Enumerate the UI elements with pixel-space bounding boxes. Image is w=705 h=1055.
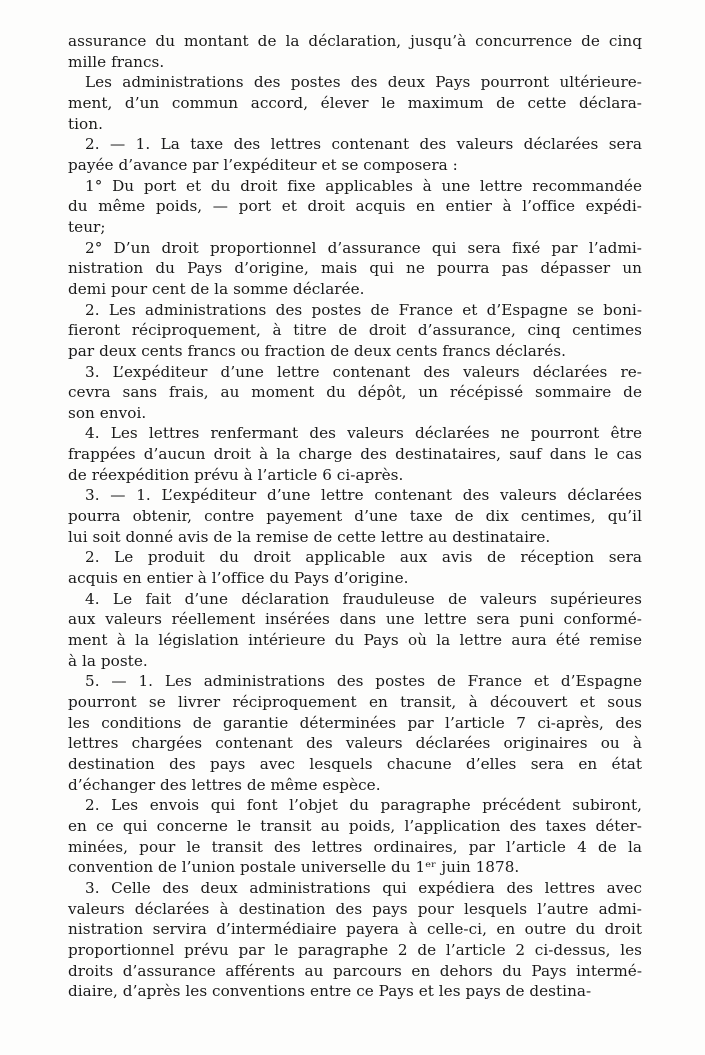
text-line: destination des pays avec lesquels chacune d’elles sera en état <box>68 754 642 773</box>
text-line: à la poste. <box>68 651 148 670</box>
text-line: nistration du Pays d’origine, mais qui ne pourra pas dépasser un <box>68 259 642 278</box>
text-line: 3. L’expéditeur d’une lettre contenant des valeurs déclarées re- <box>85 362 642 381</box>
text-line: convention de l’union postale universelle du 1ᵉʳ juin 1878. <box>68 858 520 877</box>
text-line: Les administrations des postes des deux Pays pourront ultérieure- <box>85 73 642 92</box>
page-text <box>68 31 642 1002</box>
text-line: diaire, d’après les conventions entre ce Pays et les pays de destina- <box>68 982 592 1001</box>
text-line: ment, d’un commun accord, élever le maximum de cette déclara- <box>68 93 642 112</box>
text-line: demi pour cent de la somme déclarée. <box>68 279 365 298</box>
text-line: nistration servira d’intermédiaire payera à celle-ci, en outre du droit <box>68 920 642 939</box>
text-line: 4. Les lettres renfermant des valeurs déclarées ne pourront être <box>85 424 642 443</box>
text-line: 3. Celle des deux administrations qui expédiera des lettres avec <box>85 878 642 897</box>
text-line: son envoi. <box>68 403 147 422</box>
text-line: valeurs déclarées à destination des pays pour lesquels l’autre admi- <box>68 899 642 918</box>
text-line: en ce qui concerne le transit au poids, l’application des taxes déter- <box>68 816 642 835</box>
text-line: aux valeurs réellement insérées dans une lettre sera puni conformé- <box>68 610 642 629</box>
text-line: cevra sans frais, au moment du dépôt, un récépissé sommaire de <box>68 383 642 402</box>
text-line: d’échanger des lettres de même espèce. <box>68 775 381 794</box>
text-line: assurance du montant de la déclaration, jusqu’à concurrence de cinq <box>68 32 642 50</box>
text-line: 1° Du port et du droit fixe applicables à une lettre recommandée <box>85 176 642 195</box>
text-line: lui soit donné avis de la remise de cette lettre au destinataire. <box>68 527 551 546</box>
text-line: payée d’avance par l’expéditeur et se composera : <box>68 155 458 174</box>
text-line: frappées d’aucun droit à la charge des destinataires, sauf dans le cas <box>68 445 642 464</box>
text-line: 2. — 1. La taxe des lettres contenant des valeurs déclarées sera <box>85 135 642 154</box>
text-line: proportionnel prévu par le paragraphe 2 de l’article 2 ci-dessus, les <box>68 940 642 959</box>
text-line: les conditions de garantie déterminées par l’article 7 ci-après, des <box>68 713 642 732</box>
text-line: 5. — 1. Les administrations des postes de France et d’Espagne <box>85 672 642 691</box>
text-line: fieront réciproquement, à titre de droit d’assurance, cinq centimes <box>68 321 642 340</box>
text-line: tion. <box>68 114 103 133</box>
text-line: mille francs. <box>68 52 165 71</box>
text-line: de réexpédition prévu à l’article 6 ci-après. <box>68 465 404 484</box>
text-line: 2. Le produit du droit applicable aux avis de réception sera <box>85 548 642 567</box>
text-line: 2. Les administrations des postes de France et d’Espagne se boni- <box>85 300 642 319</box>
text-line: 2° D’un droit proportionnel d’assurance qui sera fixé par l’admi- <box>85 238 642 257</box>
text-line: minées, pour le transit des lettres ordinaires, par l’article 4 de la <box>68 837 642 856</box>
text-line: 2. Les envois qui font l’objet du paragraphe précédent subiront, <box>85 796 642 815</box>
text-line: teur; <box>68 217 106 236</box>
text-line: 3. — 1. L’expéditeur d’une lettre contenant des valeurs déclarées <box>85 486 642 505</box>
text-line: droits d’assurance afférents au parcours en dehors du Pays intermé- <box>68 961 642 980</box>
text-line: lettres chargées contenant des valeurs déclarées originaires ou à <box>68 734 642 753</box>
text-line: acquis en entier à l’office du Pays d’origine. <box>68 569 409 588</box>
text-line: par deux cents francs ou fraction de deux cents francs déclarés. <box>68 341 566 360</box>
text-line: pourra obtenir, contre payement d’une taxe de dix centimes, qu’il <box>68 507 642 526</box>
text-line: ment à la législation intérieure du Pays où la lettre aura été remise <box>68 631 642 650</box>
text-line: 4. Le fait d’une déclaration frauduleuse de valeurs supérieures <box>85 589 642 608</box>
text-line: pourront se livrer réciproquement en transit, à découvert et sous <box>68 693 642 711</box>
text-line: du même poids, — port et droit acquis en entier à l’office expédi- <box>68 197 642 216</box>
